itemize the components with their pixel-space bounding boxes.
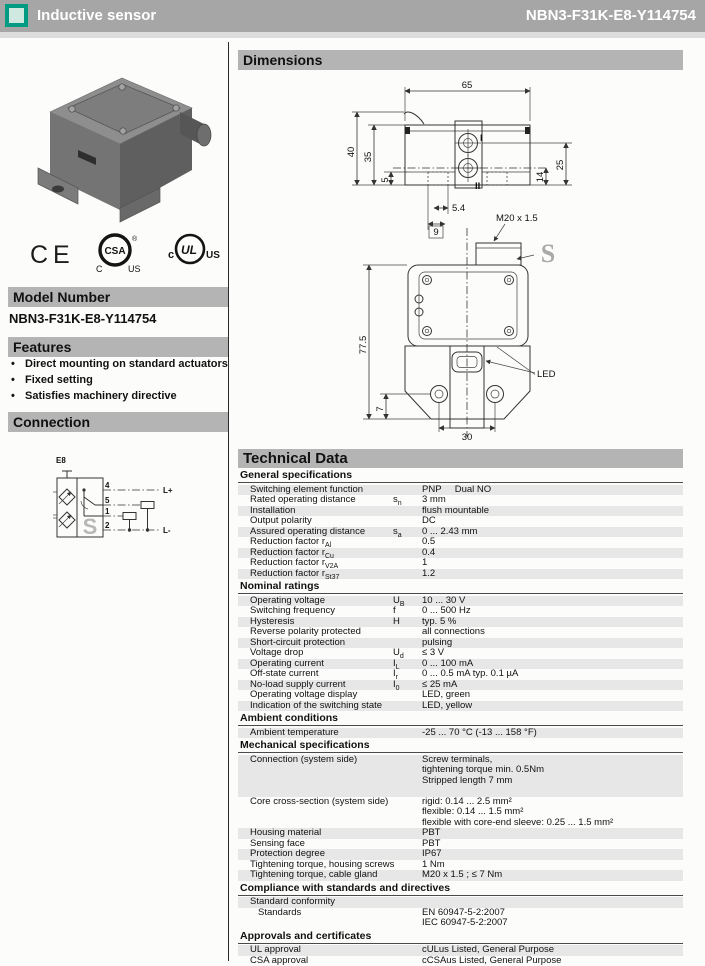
svg-text:CSA: CSA xyxy=(104,246,125,257)
table-row xyxy=(238,690,683,701)
table-row xyxy=(238,897,683,908)
dim-65: 65 xyxy=(462,80,473,91)
product-photo xyxy=(20,50,216,228)
table-section-title: Ambient conditions xyxy=(238,711,683,726)
table-row xyxy=(238,701,683,712)
table-section-title: Approvals and certificates xyxy=(238,929,683,944)
row-label: Output polarity xyxy=(238,516,393,527)
front-view xyxy=(358,213,556,443)
table-row xyxy=(238,908,683,929)
dim-77-5: 77.5 xyxy=(358,336,369,355)
row-value: all connections xyxy=(422,627,683,638)
row-value: 0.4 xyxy=(422,548,683,559)
terminal-1: 1 xyxy=(105,507,110,516)
row-label: Operating voltage display xyxy=(238,690,393,701)
table-row xyxy=(238,755,683,797)
dim-30: 30 xyxy=(462,432,473,443)
row-value: 0 ... 2.43 mm xyxy=(422,527,683,538)
row-label: Reduction factor $r_{Cu}$ xyxy=(238,548,393,559)
row-value: DC xyxy=(422,516,683,527)
row-label: Core cross-section (system side) xyxy=(238,797,393,808)
row-value: EN 60947-5-2:2007 IEC 60947-5-2:2007 xyxy=(422,908,683,929)
row-label: Rated operating distance xyxy=(238,495,393,506)
row-value: LED, yellow xyxy=(422,701,683,712)
row-value: 1.2 xyxy=(422,569,683,580)
row-value: PBT xyxy=(422,828,683,839)
dim-14: 14 xyxy=(535,172,546,183)
row-value: flush mountable xyxy=(422,506,683,517)
table-row xyxy=(238,797,683,829)
row-value: pulsing xyxy=(422,638,683,649)
model-number-heading: Model Number xyxy=(8,287,228,307)
dimension-drawing xyxy=(237,72,683,446)
ul-logo-icon xyxy=(168,235,220,263)
row-symbol: $s_a$ xyxy=(393,527,422,538)
row-label: Assured operating distance xyxy=(238,527,393,538)
table-row xyxy=(238,569,683,580)
row-value: PBT xyxy=(422,839,683,850)
row-label: Voltage drop xyxy=(238,648,393,659)
s-mark: S xyxy=(541,239,555,268)
page-title: Inductive sensor xyxy=(37,7,156,24)
row-label: Short-circuit protection xyxy=(238,638,393,649)
sensor-body xyxy=(38,78,211,222)
row-value: M20 x 1.5 ; ≤ 7 Nm xyxy=(422,870,683,881)
technical-table xyxy=(238,468,683,966)
dim-25: 25 xyxy=(555,160,566,171)
features-list xyxy=(9,358,229,406)
dimensions-heading: Dimensions xyxy=(238,50,683,70)
row-label: Reduction factor $r_{Al}$ xyxy=(238,537,393,548)
row-value: 0 ... 100 mA xyxy=(422,659,683,670)
table-row xyxy=(238,516,683,527)
header-shadow xyxy=(0,32,705,38)
feature-item: • Fixed setting xyxy=(9,374,229,386)
row-value: 1 xyxy=(422,558,683,569)
certification-logos xyxy=(20,230,225,278)
l-plus-label: L+ xyxy=(163,486,173,495)
row-label: Switching frequency xyxy=(238,606,393,617)
row-value: typ. 5 % xyxy=(422,617,683,628)
terminal-4: 4 xyxy=(105,481,110,490)
row-label: Ambient temperature xyxy=(238,728,393,739)
row-label: Operating current xyxy=(238,659,393,670)
model-number-value: NBN3-F31K-E8-Y114754 xyxy=(9,311,156,326)
thread-label: M20 x 1.5 xyxy=(496,213,538,224)
table-row xyxy=(238,627,683,638)
row-symbol: $U_B$ xyxy=(393,596,422,607)
row-label: No-load supply current xyxy=(238,680,393,691)
dim-40: 40 xyxy=(346,147,357,158)
table-section-title: Compliance with standards and directives xyxy=(238,881,683,896)
row-label: Connection (system side) xyxy=(238,755,393,766)
table-row xyxy=(238,870,683,881)
table-section-title: Mechanical specifications xyxy=(238,738,683,753)
table-row xyxy=(238,669,683,680)
row-label: Hysteresis xyxy=(238,617,393,628)
bullet-icon: • xyxy=(9,390,25,402)
row-label: UL approval xyxy=(238,945,393,956)
row-label: Standard conformity xyxy=(238,897,393,908)
svg-text:US: US xyxy=(206,250,220,261)
table-row xyxy=(238,828,683,839)
row-symbol: $I_0$ xyxy=(393,680,422,691)
row-label: Reduction factor $r_{V2A}$ xyxy=(238,558,393,569)
table-row xyxy=(238,558,683,569)
s-mark: S xyxy=(83,514,98,539)
table-row xyxy=(238,849,683,860)
diagram-tag: E8 xyxy=(56,456,66,465)
row-label: Installation xyxy=(238,506,393,517)
row-value: PNP Dual NO xyxy=(422,485,683,496)
row-label: Indication of the switching state xyxy=(238,701,393,712)
bullet-icon: • xyxy=(9,358,25,370)
terminal-5: 5 xyxy=(105,496,110,505)
table-section-title: Nominal ratings xyxy=(238,579,683,594)
row-label: Reduction factor $r_{St37}$ xyxy=(238,569,393,580)
row-value: LED, green xyxy=(422,690,683,701)
row-value: 10 ... 30 V xyxy=(422,596,683,607)
row-symbol: $U_d$ xyxy=(393,648,422,659)
dim-35: 35 xyxy=(363,152,374,163)
dim-5: 5 xyxy=(380,177,391,182)
column-divider xyxy=(228,42,229,961)
position-I-label: I xyxy=(480,133,483,144)
dim-7: 7 xyxy=(375,406,386,411)
svg-text:C: C xyxy=(96,264,103,274)
inductive-symbol-icon xyxy=(59,489,75,528)
switch-symbol-icon xyxy=(81,488,103,516)
connection-diagram xyxy=(0,440,228,570)
row-value: 0.5 xyxy=(422,537,683,548)
row-symbol: $I_L$ xyxy=(393,659,422,670)
row-value: 3 mm xyxy=(422,495,683,506)
row-label: Housing material xyxy=(238,828,393,839)
row-symbol: f xyxy=(393,606,422,617)
row-label: Tightening torque, cable gland xyxy=(238,870,393,881)
row-label: Off-state current xyxy=(238,669,393,680)
load-symbol xyxy=(141,502,154,509)
row-symbol: H xyxy=(393,617,422,628)
row-value: ≤ 25 mA xyxy=(422,680,683,691)
load-symbol xyxy=(123,513,136,520)
row-label: Sensing face xyxy=(238,839,393,850)
row-label: Protection degree xyxy=(238,849,393,860)
l-minus-label: L- xyxy=(163,526,171,535)
row-label: Standards xyxy=(238,908,393,919)
row-label: Tightening torque, housing screws xyxy=(238,860,393,871)
feature-item: • Direct mounting on standard actuators xyxy=(9,358,229,370)
row-value: IP67 xyxy=(422,849,683,860)
row-value: rigid: 0.14 ... 2.5 mm² flexible: 0.14 ... 1.5 mm² flexible with core-end sleeve: 0.25 ... 1.5 mm² xyxy=(422,797,683,829)
feature-item: • Satisfies machinery directive xyxy=(9,390,229,402)
header-bar xyxy=(0,0,705,32)
row-value: 1 Nm xyxy=(422,860,683,871)
row-symbol: $s_n$ xyxy=(393,495,422,506)
connection-heading: Connection xyxy=(8,412,228,432)
terminal-2: 2 xyxy=(105,521,110,530)
ce-mark-icon: CE xyxy=(30,241,75,269)
dim-9: 9 xyxy=(433,227,438,238)
row-symbol: $I_r$ xyxy=(393,669,422,680)
row-value: Screw terminals, tightening torque min. 0.5Nm Stripped length 7 mm xyxy=(422,755,683,797)
top-view xyxy=(346,80,572,238)
csa-logo-icon xyxy=(96,235,141,274)
row-value: 0 ... 500 Hz xyxy=(422,606,683,617)
table-row xyxy=(238,537,683,548)
svg-text:c: c xyxy=(168,249,174,261)
position-II-label: II xyxy=(475,181,480,192)
table-row xyxy=(238,495,683,506)
svg-text:US: US xyxy=(128,264,141,274)
row-value: cCSAus Listed, General Purpose xyxy=(422,956,683,966)
bullet-icon: • xyxy=(9,374,25,386)
table-row xyxy=(238,728,683,739)
dim-5-4: 5.4 xyxy=(452,203,465,214)
row-label: Operating voltage xyxy=(238,596,393,607)
row-label: Switching element function xyxy=(238,485,393,496)
table-row xyxy=(238,638,683,649)
brand-square-icon xyxy=(5,4,28,27)
table-row xyxy=(238,648,683,659)
row-value: ≤ 3 V xyxy=(422,648,683,659)
row-label: CSA approval xyxy=(238,956,393,966)
row-value: -25 ... 70 °C (-13 ... 158 °F) xyxy=(422,728,683,739)
features-heading: Features xyxy=(8,337,228,357)
svg-text:®: ® xyxy=(132,235,138,243)
header-model-number: NBN3-F31K-E8-Y114754 xyxy=(526,7,696,24)
row-value: cULus Listed, General Purpose xyxy=(422,945,683,956)
table-row xyxy=(238,606,683,617)
technical-data-heading: Technical Data xyxy=(238,449,683,468)
svg-text:UL: UL xyxy=(181,243,197,257)
led-label: LED xyxy=(537,369,556,380)
row-value: 0 ... 0.5 mA typ. 0.1 µA xyxy=(422,669,683,680)
table-row xyxy=(238,945,683,956)
table-section-title: General specifications xyxy=(238,468,683,483)
row-label: Reverse polarity protected xyxy=(238,627,393,638)
